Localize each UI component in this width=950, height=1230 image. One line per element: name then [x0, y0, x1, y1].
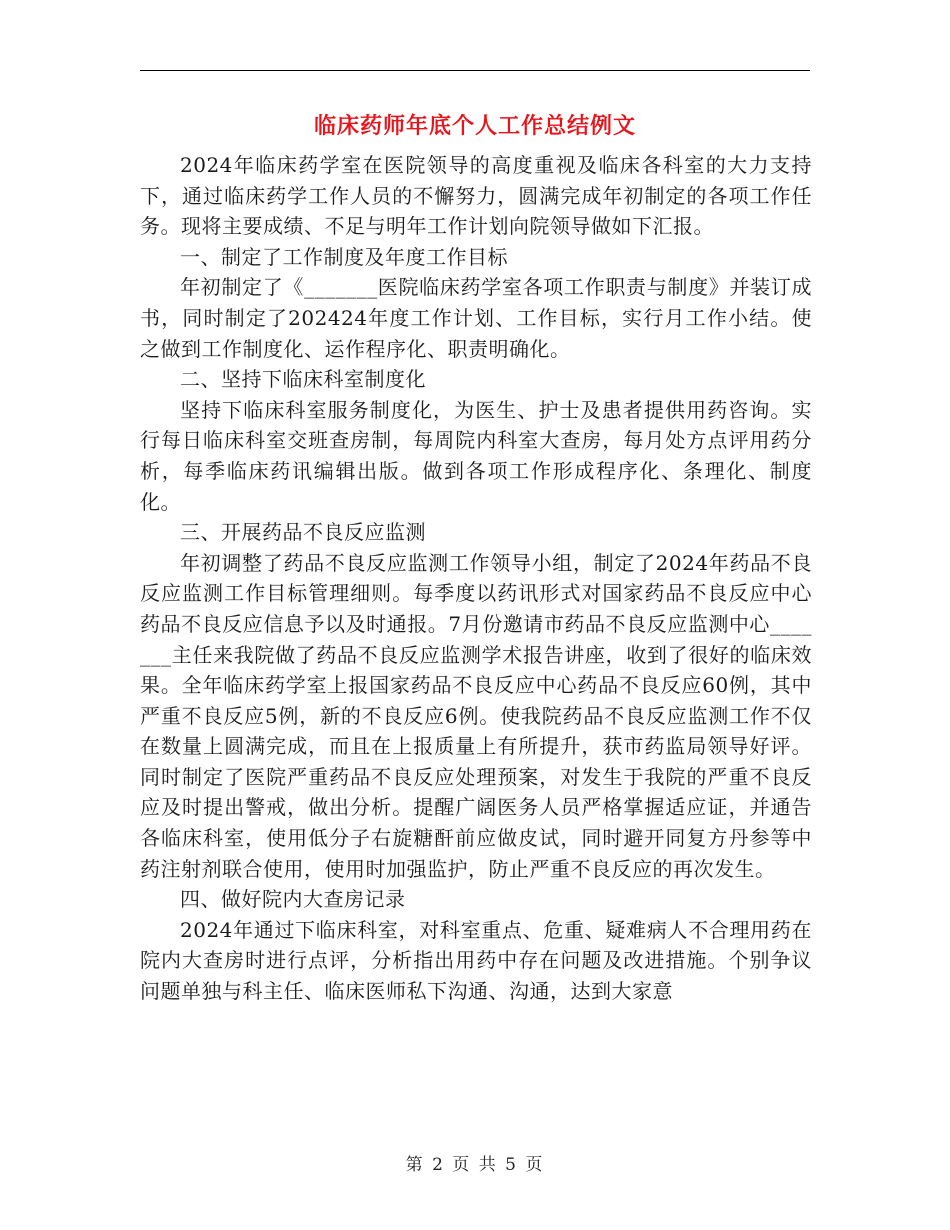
section-body-4: 2024年通过下临床科室，对科室重点、危重、疑难病人不合理用药在院内大查房时进行点评，分析指出用药中存在问题及改进措施。个别争议问题单独与科主任、临床医师私下沟通、沟通，达到大家意: [140, 917, 812, 1004]
section-heading-4: 四、做好院内大查房记录: [180, 887, 406, 912]
section-heading-2: 二、坚持下临床科室制度化: [180, 367, 426, 392]
section-body-1: 年初制定了《_______医院临床药学室各项工作职责与制度》并装订成书，同时制定了202424年度工作计划、工作目标，实行月工作小结。使之做到工作制度化、运作程序化、职责明确化。: [140, 275, 812, 361]
document-title: 临床药师年底个人工作总结例文: [313, 113, 636, 139]
intro-paragraph: 2024年临床药学室在医院领导的高度重视及临床各科室的大力支持下，通过临床药学工作人员的不懈努力，圆满完成年初制定的各项工作任务。现将主要成绩、不足与明年工作计划向院领导做如下汇报。: [140, 153, 812, 239]
header-rule: [140, 70, 810, 71]
section-heading-1: 一、制定了工作制度及年度工作目标: [180, 244, 508, 269]
page-number-footer: 第 2 页 共 5 页: [405, 1155, 545, 1175]
section-body-3: 年初调整了药品不良反应监测工作领导小组，制定了2024年药品不良反应监测工作目标管理细则。每季度以药讯形式对国家药品不良反应中心药品不良反应信息予以及时通报。7月份邀请市药品不良反应监测中心_______主任来我院做了药品不良反应监测学术报告讲座，收到了很好的临床效果。全年临床药学室上报国家药品不良反应中心药品不良反应60例，其中严重不良反应5例，新的不良反应6例。使我院药品不良反应监测工作不仅在数量上圆满完成，而且在上报质量上有所提升，获市药监局领导好评。同时制定了医院严重药品不良反应处理预案，对发生于我院的严重不良反应及时提出警戒，做出分析。提醒广阔医务人员严格掌握适应证，并通告各临床科室，使用低分子右旋糖酐前应做皮试，同时避开同复方丹参等中药注射剂联合使用，使用时加强监护，防止严重不良反应的再次发生。: [140, 550, 812, 881]
section-heading-3: 三、开展药品不良反应监测: [180, 520, 426, 545]
section-body-2: 坚持下临床科室服务制度化，为医生、护士及患者提供用药咨询。实行每日临床科室交班查房制，每周院内科室大查房，每月处方点评用药分析，每季临床药讯编辑出版。做到各项工作形成程序化、条理化、制度化。: [140, 397, 812, 514]
document-body: [140, 150, 812, 1007]
